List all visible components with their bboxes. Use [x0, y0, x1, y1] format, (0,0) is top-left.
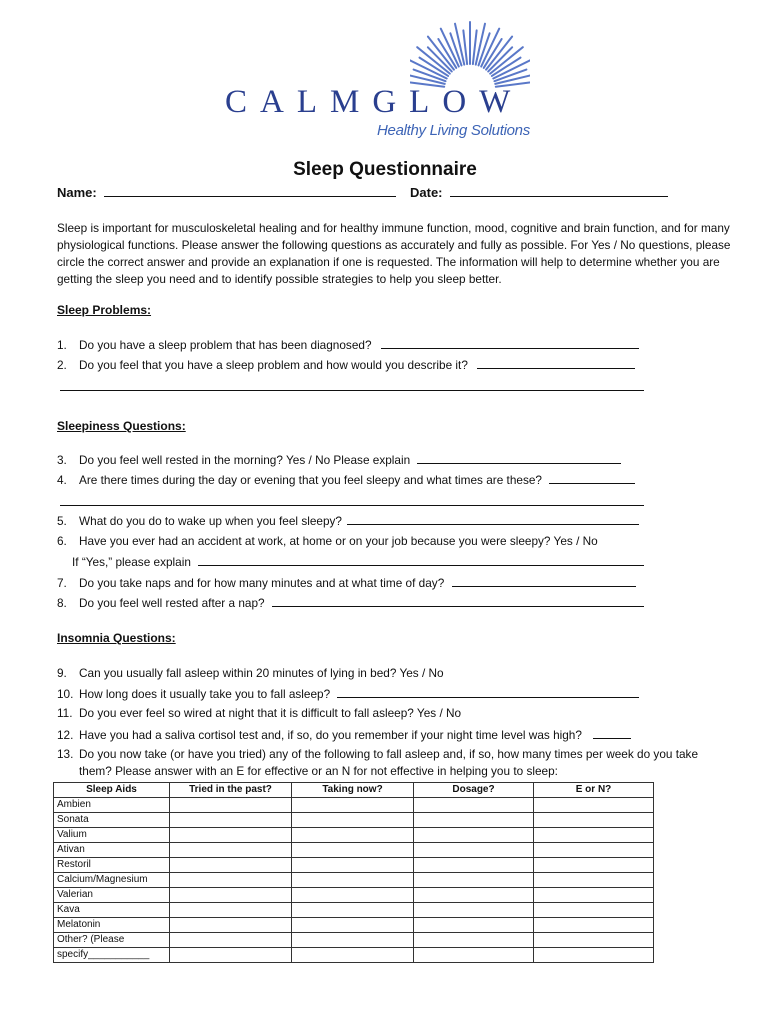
cell-taking[interactable] — [292, 918, 414, 933]
cell-dosage[interactable] — [414, 948, 534, 963]
table-row — [54, 903, 654, 918]
table-row — [54, 948, 654, 963]
sleep-aid-name: Ambien — [54, 798, 170, 813]
table-row — [54, 918, 654, 933]
cell-taking[interactable] — [292, 828, 414, 843]
cell-tried[interactable] — [170, 858, 292, 873]
answer-3[interactable] — [417, 452, 621, 464]
question-13-continued: them? Please answer with an E for effective or an N for not effective in helping you to sleep: — [79, 764, 558, 778]
cell-taking[interactable] — [292, 843, 414, 858]
question-12: 12. Have you had a saliva cortisol test and, if so, do you remember if your night time level was high? — [57, 727, 631, 742]
cell-taking[interactable] — [292, 888, 414, 903]
col-header-effective: E or N? — [534, 783, 654, 798]
cell-tried[interactable] — [170, 828, 292, 843]
date-field[interactable] — [450, 185, 668, 197]
cell-taking[interactable] — [292, 858, 414, 873]
table-row — [54, 828, 654, 843]
cell-tried[interactable] — [170, 918, 292, 933]
name-field[interactable] — [104, 185, 396, 197]
sleep-aid-name: Valerian — [54, 888, 170, 903]
cell-dosage[interactable] — [414, 903, 534, 918]
col-header-taking: Taking now? — [292, 783, 414, 798]
intro-paragraph: Sleep is important for musculoskeletal healing and for healthy immune function, mood, cognitive and brain function, and for many physiological functions. Please answer the following questions as accurately and fully as possible. For Yes / No questions, please circle the correct answer and provide an explanation if one is requested. The information will help to determine whether you are getting the sleep you need and to identify possible strategies to help you sleep better. — [57, 221, 731, 286]
table-row — [54, 888, 654, 903]
cell-effective[interactable] — [534, 903, 654, 918]
cell-tried[interactable] — [170, 798, 292, 813]
cell-dosage[interactable] — [414, 828, 534, 843]
sleep-aid-name: Calcium/Magnesium — [54, 873, 170, 888]
table-row — [54, 843, 654, 858]
table-row — [54, 933, 654, 948]
answer-4[interactable] — [549, 472, 635, 484]
date-label: Date: — [410, 185, 443, 200]
question-3: 3. Do you feel well rested in the morning? Yes / No Please explain — [57, 452, 621, 467]
cell-dosage[interactable] — [414, 888, 534, 903]
cell-tried[interactable] — [170, 903, 292, 918]
page-title: Sleep Questionnaire — [293, 159, 477, 180]
cell-effective[interactable] — [534, 813, 654, 828]
cell-taking[interactable] — [292, 873, 414, 888]
cell-tried[interactable] — [170, 843, 292, 858]
question-5: 5. What do you do to wake up when you feel sleepy? — [57, 513, 639, 528]
cell-dosage[interactable] — [414, 873, 534, 888]
cell-tried[interactable] — [170, 888, 292, 903]
question-1: 1. Do you have a sleep problem that has been diagnosed? — [57, 337, 639, 352]
cell-tried[interactable] — [170, 873, 292, 888]
question-13: 13. Do you now take (or have you tried) any of the following to fall asleep and, if so, how many times per week do you take — [57, 747, 699, 761]
name-label: Name: — [57, 185, 97, 200]
question-6-followup: If “Yes,” please explain — [72, 554, 644, 569]
sleep-aids-table — [53, 782, 654, 963]
answer-1[interactable] — [381, 337, 639, 349]
table-row — [54, 873, 654, 888]
sleep-aid-name: specify___________ — [54, 948, 170, 963]
answer-2[interactable] — [477, 357, 635, 369]
answer-4-line[interactable] — [60, 505, 644, 506]
cell-effective[interactable] — [534, 933, 654, 948]
cell-effective[interactable] — [534, 873, 654, 888]
answer-5[interactable] — [347, 513, 639, 525]
cell-effective[interactable] — [534, 858, 654, 873]
sleep-aid-name: Kava — [54, 903, 170, 918]
sleep-aid-name: Ativan — [54, 843, 170, 858]
col-header-dosage: Dosage? — [414, 783, 534, 798]
cell-dosage[interactable] — [414, 858, 534, 873]
brand-name: CALMGLOW — [225, 84, 524, 120]
answer-7[interactable] — [452, 575, 636, 587]
cell-effective[interactable] — [534, 948, 654, 963]
cell-taking[interactable] — [292, 798, 414, 813]
cell-effective[interactable] — [534, 798, 654, 813]
question-9: 9. Can you usually fall asleep within 20 minutes of lying in bed? Yes / No — [57, 666, 444, 680]
question-11: 11. Do you ever feel so wired at night that it is difficult to fall asleep? Yes / No — [57, 706, 462, 720]
question-8: 8. Do you feel well rested after a nap? — [57, 595, 644, 610]
section-sleep-problems: Sleep Problems: — [57, 303, 152, 317]
col-header-sleep-aids: Sleep Aids — [54, 783, 170, 798]
sleep-aid-name: Restoril — [54, 858, 170, 873]
sunburst-icon — [410, 18, 530, 90]
question-4: 4. Are there times during the day or evening that you feel sleepy and what times are these? — [57, 472, 635, 487]
answer-12[interactable] — [593, 727, 631, 739]
cell-dosage[interactable] — [414, 813, 534, 828]
sleep-aid-name: Melatonin — [54, 918, 170, 933]
cell-taking[interactable] — [292, 933, 414, 948]
answer-10[interactable] — [337, 686, 639, 698]
cell-effective[interactable] — [534, 918, 654, 933]
cell-dosage[interactable] — [414, 843, 534, 858]
table-row — [54, 813, 654, 828]
cell-dosage[interactable] — [414, 933, 534, 948]
cell-effective[interactable] — [534, 828, 654, 843]
question-10: 10. How long does it usually take you to fall asleep? — [57, 686, 639, 701]
cell-effective[interactable] — [534, 843, 654, 858]
cell-tried[interactable] — [170, 933, 292, 948]
answer-8[interactable] — [272, 595, 644, 607]
cell-taking[interactable] — [292, 948, 414, 963]
cell-tried[interactable] — [170, 813, 292, 828]
cell-dosage[interactable] — [414, 798, 534, 813]
brand-tagline: Healthy Living Solutions — [377, 122, 530, 139]
question-2: 2. Do you feel that you have a sleep problem and how would you describe it? — [57, 357, 635, 372]
cell-taking[interactable] — [292, 813, 414, 828]
cell-effective[interactable] — [534, 888, 654, 903]
cell-tried[interactable] — [170, 948, 292, 963]
table-header-row — [54, 783, 654, 798]
sleep-aid-name: Valium — [54, 828, 170, 843]
calmglow-logo — [225, 18, 545, 148]
sleep-aid-name: Sonata — [54, 813, 170, 828]
answer-6[interactable] — [198, 554, 644, 566]
cell-dosage[interactable] — [414, 918, 534, 933]
section-insomnia: Insomnia Questions: — [57, 631, 176, 645]
name-date-line — [57, 185, 668, 200]
table-row — [54, 798, 654, 813]
col-header-tried: Tried in the past? — [170, 783, 292, 798]
question-7: 7. Do you take naps and for how many minutes and at what time of day? — [57, 575, 636, 590]
sleep-aid-name: Other? (Please — [54, 933, 170, 948]
question-6: 6. Have you ever had an accident at work, at home or on your job because you were sleepy? Yes / No — [57, 534, 598, 548]
cell-taking[interactable] — [292, 903, 414, 918]
table-row — [54, 858, 654, 873]
section-sleepiness: Sleepiness Questions: — [57, 419, 186, 433]
answer-2-line[interactable] — [60, 390, 644, 391]
